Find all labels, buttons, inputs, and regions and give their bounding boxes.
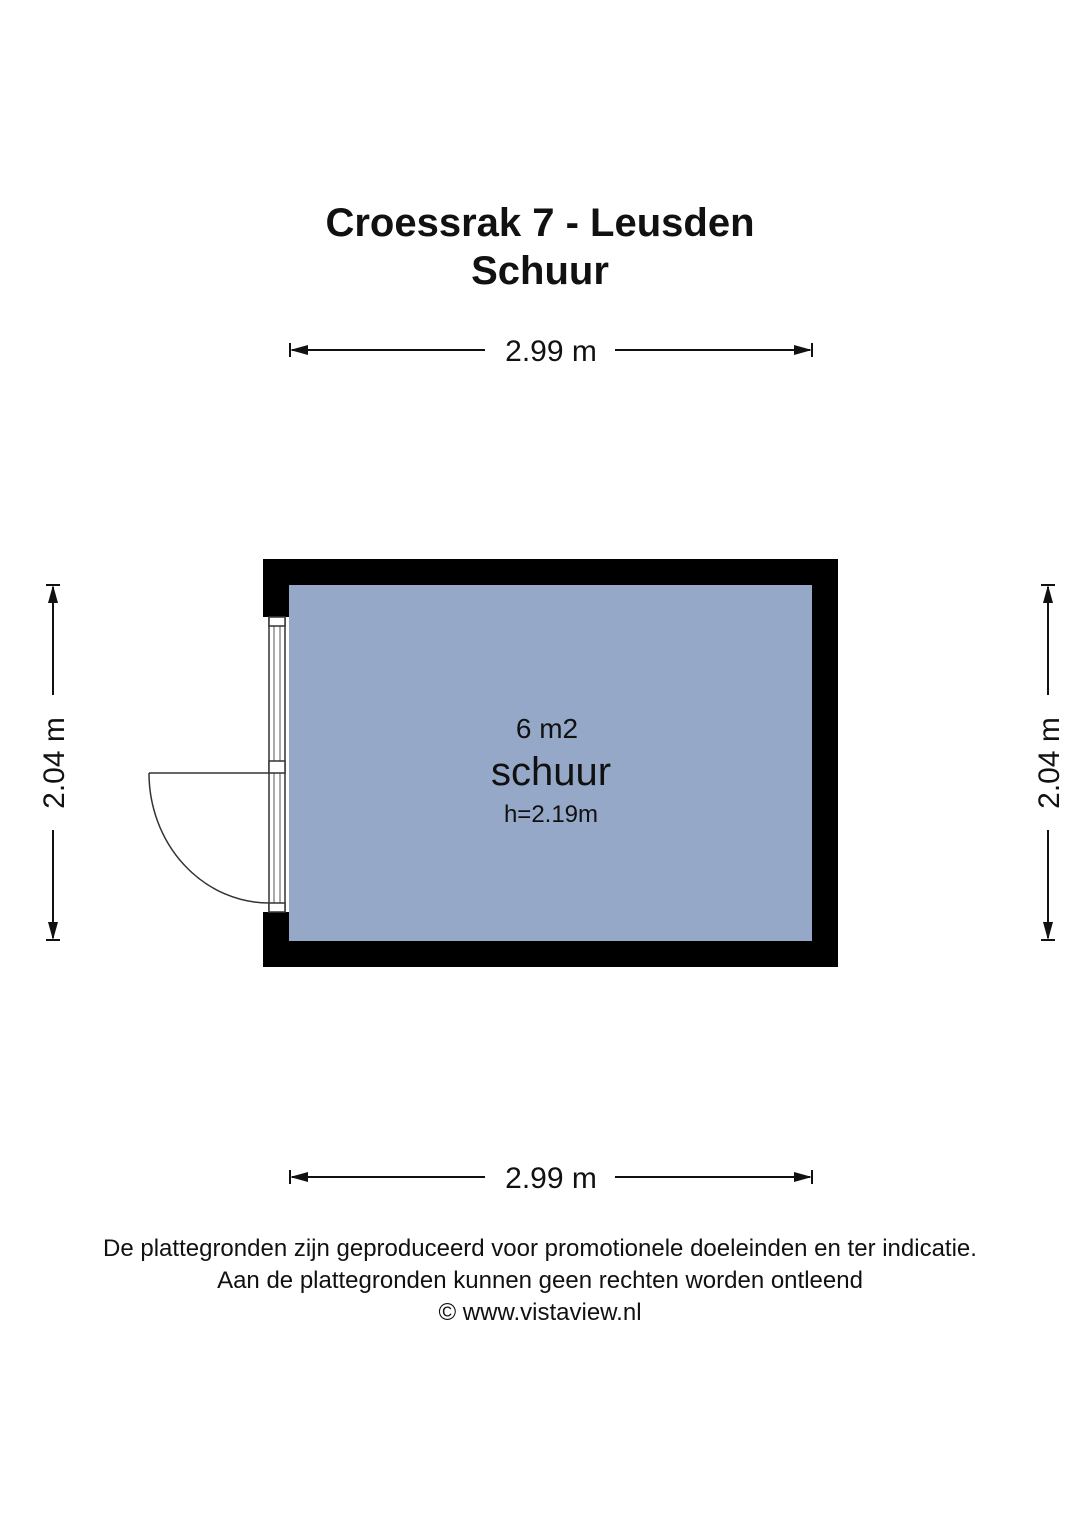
arrow-up-icon	[48, 585, 58, 603]
disclaimer-line-2: Aan de plattegronden kunnen geen rechten worden ontleend	[217, 1267, 863, 1294]
door-swing	[149, 773, 269, 903]
plan-subtitle: Schuur	[471, 249, 609, 293]
left-dimension	[38, 585, 71, 940]
bottom-dimension	[290, 1162, 812, 1195]
arrow-up-icon	[1043, 585, 1053, 603]
top-dimension	[290, 335, 812, 368]
arrow-left-icon	[290, 1172, 308, 1182]
room-height: h=2.19m	[503, 801, 599, 828]
bottom-dimension-label: 2.99 m	[505, 1162, 597, 1195]
copyright-link[interactable]: © www.vistaview.nl	[438, 1299, 642, 1326]
room-area: 6 m2	[515, 713, 579, 744]
arrow-left-icon	[290, 345, 308, 355]
right-dimension	[1033, 585, 1066, 940]
arrow-down-icon	[48, 922, 58, 940]
door-frame	[269, 617, 285, 912]
disclaimer-line-1: De plattegronden zijn geproduceerd voor promotionele doeleinden en ter indicatie.	[103, 1235, 977, 1262]
plan-title: Croessrak 7 - Leusden	[325, 201, 755, 245]
arrow-down-icon	[1043, 922, 1053, 940]
right-dimension-label: 2.04 m	[1033, 717, 1066, 809]
left-dimension-label: 2.04 m	[38, 717, 71, 809]
arrow-right-icon	[794, 345, 812, 355]
top-dimension-label: 2.99 m	[505, 335, 597, 368]
room-name: schuur	[490, 750, 612, 794]
arrow-right-icon	[794, 1172, 812, 1182]
